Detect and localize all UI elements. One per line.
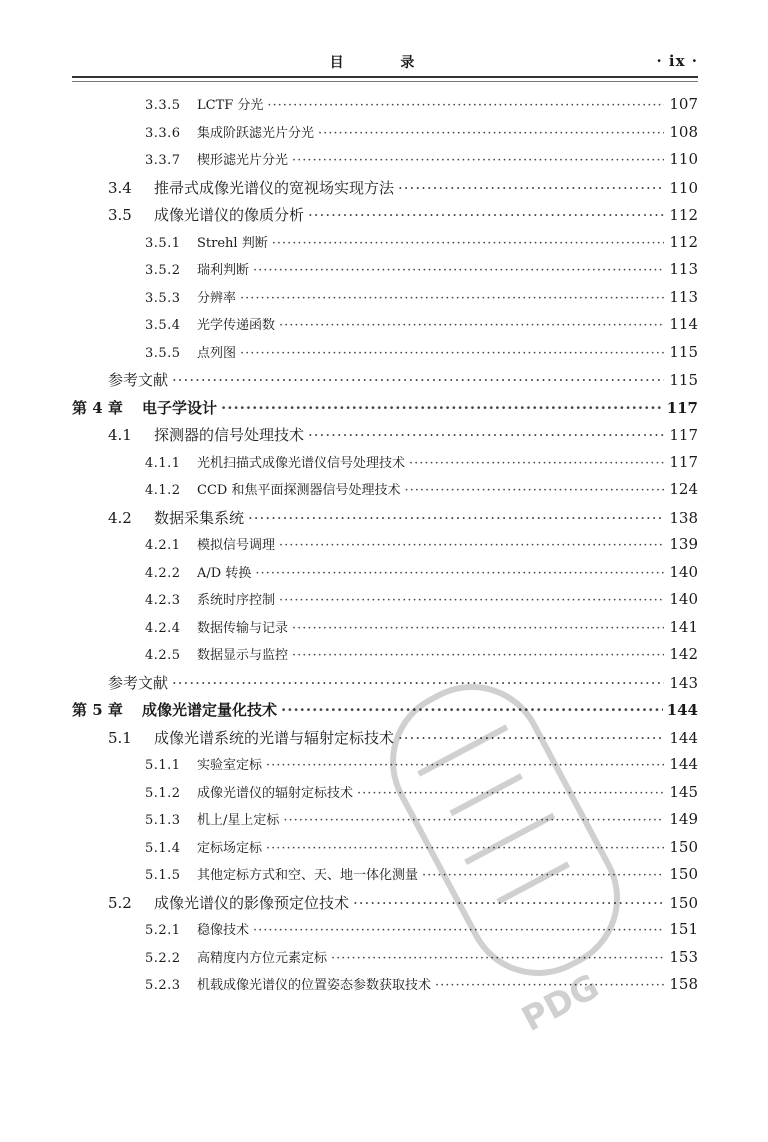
toc-leader-dots bbox=[292, 153, 664, 168]
toc-leader-dots bbox=[240, 346, 664, 361]
toc-entry-page: 141 bbox=[669, 617, 698, 636]
toc-entry-number: 5.1.2 bbox=[145, 785, 181, 801]
toc-entry bbox=[108, 204, 698, 228]
toc-entry-page: 110 bbox=[669, 150, 698, 168]
toc-entry-page: 115 bbox=[669, 342, 698, 361]
toc-entry-number: 3.3.5 bbox=[145, 98, 181, 113]
toc-entry bbox=[145, 259, 698, 283]
toc-entry-number: 3.5.5 bbox=[145, 345, 181, 361]
toc-entry-page: 112 bbox=[669, 206, 698, 224]
toc-entry-page: 143 bbox=[669, 673, 698, 692]
toc-leader-dots bbox=[283, 813, 664, 828]
toc-entry-title: 系统时序控制 bbox=[197, 593, 276, 608]
toc-entry-page: 112 bbox=[669, 232, 698, 251]
toc-entry-title: 数据采集系统 bbox=[154, 508, 245, 527]
toc-entry-number: 5.2.2 bbox=[145, 950, 181, 966]
toc-entry bbox=[145, 314, 698, 338]
toc-entry-title: 实验室定标 bbox=[197, 758, 263, 773]
toc-entry bbox=[145, 479, 698, 503]
toc-leader-dots bbox=[409, 456, 664, 471]
toc-entry-page: 115 bbox=[669, 371, 698, 389]
toc-entry-title: 参考文献 bbox=[108, 673, 169, 692]
toc-entry-title: 数据显示与监控 bbox=[197, 648, 289, 663]
header-rule-thick bbox=[72, 76, 698, 78]
toc-entry bbox=[145, 947, 698, 971]
toc-entry-number: 5.1.5 bbox=[145, 868, 181, 883]
toc-entry bbox=[145, 809, 698, 833]
toc-entry-page: 144 bbox=[669, 755, 698, 773]
toc-entry bbox=[145, 919, 698, 943]
toc-leader-dots bbox=[272, 236, 664, 251]
toc-entry bbox=[145, 837, 698, 861]
toc-leader-dots bbox=[318, 126, 664, 141]
toc-entry-page: 140 bbox=[669, 562, 698, 581]
toc-leader-dots bbox=[240, 291, 664, 306]
toc-leader-dots bbox=[221, 399, 663, 417]
toc-entry-title: 楔形滤光片分光 bbox=[197, 153, 289, 168]
toc-entry bbox=[108, 892, 698, 916]
toc-entry-number: 3.3.6 bbox=[145, 125, 181, 141]
toc-leader-dots bbox=[253, 923, 664, 938]
toc-entry bbox=[145, 782, 698, 806]
toc-leader-dots bbox=[248, 509, 664, 527]
toc-entry-title: Strehl 判断 bbox=[197, 235, 268, 251]
toc-entry-page: 140 bbox=[669, 590, 698, 608]
toc-entry bbox=[108, 507, 698, 531]
toc-leader-dots bbox=[266, 758, 664, 773]
toc-entry-number: 5.2 bbox=[108, 893, 132, 912]
toc-entry-title: 探测器的信号处理技术 bbox=[154, 426, 305, 444]
header-rule-thin bbox=[72, 81, 698, 82]
toc-entry bbox=[145, 864, 698, 888]
toc-entry-number: 3.5 bbox=[108, 206, 132, 224]
toc-entry-title: 集成阶跃滤光片分光 bbox=[197, 125, 315, 141]
toc-leader-dots bbox=[404, 483, 664, 498]
toc-entry bbox=[145, 754, 698, 778]
watermark-text: PDG bbox=[515, 966, 606, 1040]
toc-entry-page: 149 bbox=[669, 810, 698, 828]
toc-entry bbox=[145, 232, 698, 256]
toc-entry bbox=[145, 342, 698, 366]
toc-entry-number: 3.5.2 bbox=[145, 263, 181, 278]
toc-entry-page: 150 bbox=[669, 893, 698, 912]
toc-entry-title: 其他定标方式和空、天、地一体化测量 bbox=[197, 868, 419, 883]
toc-entry-title: 电子学设计 bbox=[142, 398, 218, 417]
toc-entry bbox=[145, 974, 698, 998]
toc-leader-dots bbox=[357, 786, 664, 801]
toc-entry-number: 4.1 bbox=[108, 426, 132, 444]
toc-entry-number: 第 4 章 bbox=[72, 398, 123, 417]
toc-entry-number: 5.1 bbox=[108, 728, 132, 747]
toc-entry-title: 模拟信号调理 bbox=[197, 538, 276, 553]
toc-entry-title: A/D 转换 bbox=[197, 565, 252, 581]
toc-leader-dots bbox=[435, 978, 664, 993]
toc-entry bbox=[145, 122, 698, 146]
toc-entry-number: 4.1.1 bbox=[145, 455, 181, 471]
toc-entry-page: 151 bbox=[669, 920, 698, 938]
toc-entry-number: 4.2.4 bbox=[145, 620, 181, 636]
toc-entry bbox=[145, 534, 698, 558]
toc-entry bbox=[145, 644, 698, 668]
toc-entry bbox=[145, 562, 698, 586]
toc-entry bbox=[145, 287, 698, 311]
toc-entry-title: CCD 和焦平面探测器信号处理技术 bbox=[197, 483, 401, 498]
toc-entry-number: 5.1.4 bbox=[145, 840, 181, 856]
toc-entry-page: 142 bbox=[669, 645, 698, 663]
toc-entry-number: 3.5.1 bbox=[145, 235, 181, 251]
header-title: 目 录 bbox=[329, 55, 441, 71]
toc-entry-page: 124 bbox=[669, 480, 698, 498]
toc-leader-dots bbox=[353, 894, 664, 912]
toc-entry-title: 推帚式成像光谱仪的宽视场实现方法 bbox=[154, 178, 395, 197]
toc-entry-page: 138 bbox=[669, 508, 698, 527]
toc-entry-page: 150 bbox=[669, 837, 698, 856]
toc-entry-title: 高精度内方位元素定标 bbox=[197, 950, 328, 966]
toc-entry bbox=[145, 94, 698, 118]
toc-entry-title: LCTF 分光 bbox=[197, 98, 264, 113]
toc-entry-page: 117 bbox=[666, 398, 698, 417]
toc-entry-title: 分辨率 bbox=[197, 290, 237, 306]
toc-entry-number: 第 5 章 bbox=[72, 701, 123, 719]
toc-leader-dots bbox=[279, 593, 664, 608]
toc-entry-title: 机载成像光谱仪的位置姿态参数获取技术 bbox=[197, 978, 432, 993]
toc-entry bbox=[145, 617, 698, 641]
toc-leader-dots bbox=[292, 621, 664, 636]
toc-entry-page: 113 bbox=[669, 260, 698, 278]
toc-entry-number: 4.2 bbox=[108, 508, 132, 527]
toc-leader-dots bbox=[308, 426, 664, 444]
toc-entry-title: 机上/星上定标 bbox=[197, 813, 280, 828]
toc-entry-page: 110 bbox=[669, 178, 698, 197]
toc-entry-number: 5.1.3 bbox=[145, 813, 181, 828]
toc-entry-title: 成像光谱仪的像质分析 bbox=[154, 206, 305, 224]
toc-entry-number: 5.1.1 bbox=[145, 758, 181, 773]
toc-entry-title: 点列图 bbox=[197, 345, 237, 361]
toc-entry-number: 4.2.1 bbox=[145, 538, 181, 553]
toc-entry-title: 成像光谱仪的辐射定标技术 bbox=[197, 785, 354, 801]
toc-entry bbox=[108, 672, 698, 696]
toc-entry-number: 4.2.5 bbox=[145, 648, 181, 663]
toc-leader-dots bbox=[267, 98, 664, 113]
toc-entry bbox=[72, 699, 698, 723]
toc-leader-dots bbox=[172, 371, 664, 389]
toc-entry-page: 113 bbox=[669, 287, 698, 306]
toc-entry-number: 4.1.2 bbox=[145, 483, 181, 498]
toc-entry bbox=[108, 424, 698, 448]
toc-leader-dots bbox=[292, 648, 664, 663]
toc-entry-page: 145 bbox=[669, 782, 698, 801]
toc-entry bbox=[145, 589, 698, 613]
toc-entry-number: 5.2.3 bbox=[145, 978, 181, 993]
toc-entry-page: 158 bbox=[669, 975, 698, 993]
toc-entry-page: 144 bbox=[666, 701, 698, 719]
toc-entry-number: 4.2.2 bbox=[145, 565, 181, 581]
toc-entry bbox=[108, 369, 698, 393]
page-header bbox=[72, 50, 698, 74]
toc-leader-dots bbox=[279, 318, 664, 333]
toc-entry-title: 光机扫描式成像光谱仪信号处理技术 bbox=[197, 455, 406, 471]
toc-entry-number: 4.2.3 bbox=[145, 593, 181, 608]
toc-entry-page: 153 bbox=[669, 947, 698, 966]
toc-entry-number: 5.2.1 bbox=[145, 923, 181, 938]
toc-entry bbox=[108, 177, 698, 201]
toc-leader-dots bbox=[279, 538, 664, 553]
toc-entry-number: 3.5.3 bbox=[145, 290, 181, 306]
toc-entry-title: 成像光谱仪的影像预定位技术 bbox=[154, 893, 350, 912]
header-page-number: · ix · bbox=[656, 52, 698, 70]
toc-entry-page: 144 bbox=[669, 728, 698, 747]
toc-entry-number: 3.3.7 bbox=[145, 153, 181, 168]
toc-entry-page: 117 bbox=[669, 452, 698, 471]
toc-leader-dots bbox=[255, 566, 664, 581]
toc-entry-page: 108 bbox=[669, 122, 698, 141]
toc-entry-number: 3.5.4 bbox=[145, 318, 181, 333]
toc-entry-title: 数据传输与记录 bbox=[197, 620, 289, 636]
toc-leader-dots bbox=[281, 701, 663, 719]
toc-entry-title: 参考文献 bbox=[108, 371, 169, 389]
toc-leader-dots bbox=[422, 868, 664, 883]
toc-entry bbox=[145, 452, 698, 476]
toc-entry bbox=[108, 727, 698, 751]
toc-entry-title: 定标场定标 bbox=[197, 840, 263, 856]
toc-entry-title: 光学传递函数 bbox=[197, 318, 276, 333]
toc-entry-title: 成像光谱定量化技术 bbox=[142, 701, 278, 719]
toc-entry-title: 稳像技术 bbox=[197, 923, 250, 938]
toc-leader-dots bbox=[308, 206, 664, 224]
toc-leader-dots bbox=[253, 263, 664, 278]
toc-entry-title: 瑞利判断 bbox=[197, 263, 250, 278]
toc-entry-page: 107 bbox=[669, 95, 698, 113]
toc-entry-title: 成像光谱系统的光谱与辐射定标技术 bbox=[154, 728, 395, 747]
toc-entry-number: 3.4 bbox=[108, 178, 132, 197]
toc-entry-page: 114 bbox=[669, 315, 698, 333]
toc-leader-dots bbox=[266, 841, 664, 856]
toc-leader-dots bbox=[398, 179, 664, 197]
toc-entry bbox=[72, 397, 698, 421]
toc-leader-dots bbox=[331, 951, 664, 966]
toc-entry-page: 117 bbox=[669, 426, 698, 444]
toc-entry-page: 139 bbox=[669, 535, 698, 553]
toc-leader-dots bbox=[172, 674, 664, 692]
toc-entry-page: 150 bbox=[669, 865, 698, 883]
toc-leader-dots bbox=[398, 729, 664, 747]
toc-entry bbox=[145, 149, 698, 173]
